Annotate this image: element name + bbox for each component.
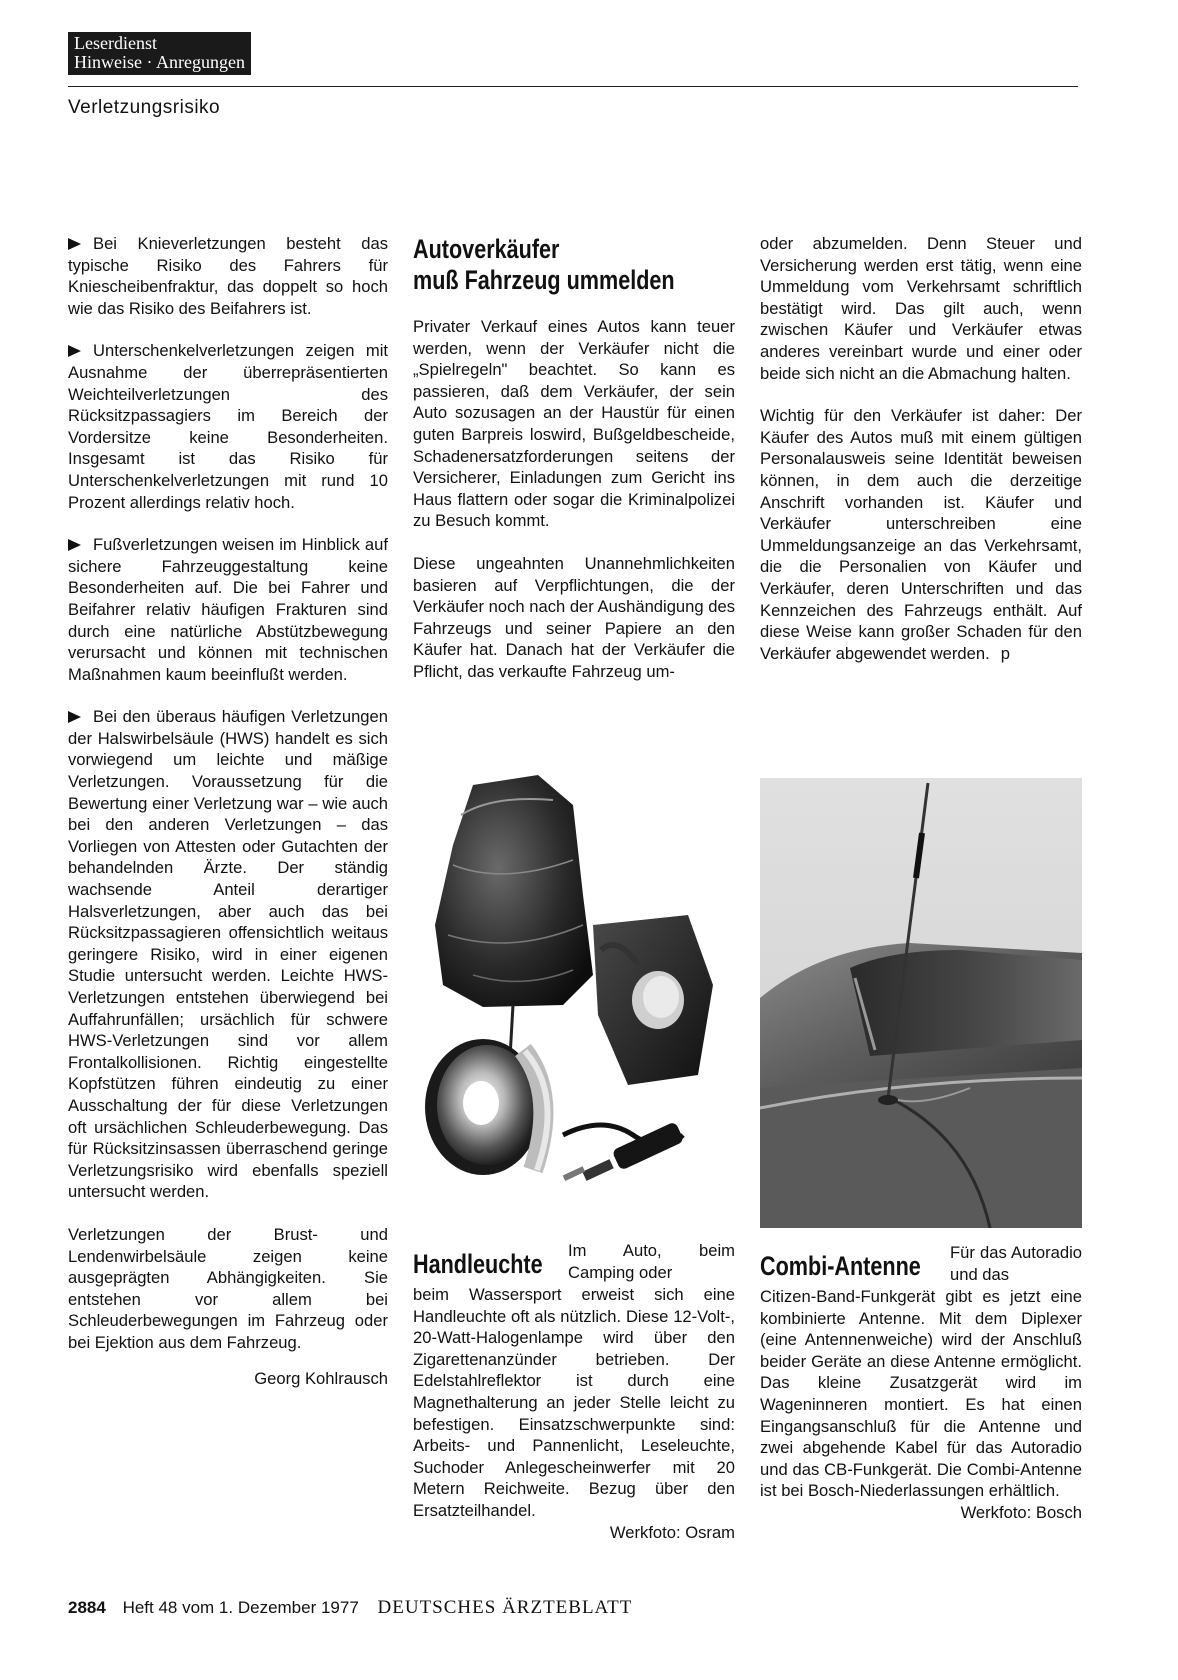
masthead — [68, 32, 251, 75]
masthead-line-2: Hinweise · Anregungen — [74, 52, 245, 72]
caption-intro: Im Auto, beim Camping oder — [568, 1241, 735, 1282]
paragraph-text: Bei den überaus häufigen Verletzungen der Halswirbelsäule (HWS) handelt es sich vorwiegend um leichte und mäßige Verletzungen. Voraussetzung für die Bewertung einer Verletzung war – wie auch bei den anderen Verletzungen – das Vorliegen von Attesten oder Gutachten der behandelnden Ärzte. Der ständig wachsende Anteil derartiger Halsverletzungen, aber auch das bei Rücksitzpassagieren offensichtlich weitaus geringere Risiko, wird in einer eigenen Studie untersucht werden. Leichte HWS-Verletzungen entstehen überwiegend bei Auffahrunfällen; ursächlich für schwere HWS-Verletzungen sind vor allem Frontalkollisionen. Richtig eingestellte Kopfstützen führen eindeutig zu einer Ausschaltung der für diese Verletzungen oft ursächlichen Schleuderbewegung. Das für Rücksitzinsassen überraschend geringe Verletzungsrisiko wird ebenfalls speziell untersucht werden. — [68, 707, 388, 1202]
column-2 — [413, 234, 735, 704]
caption-credit-row — [760, 1502, 1082, 1524]
paragraph-lower-leg — [68, 340, 388, 513]
caption-intro: Für das Autoradio und das — [950, 1243, 1082, 1284]
paragraph-spine: Verletzungen der Brust- und Lendenwirbelsäule zeigen keine ausgeprägten Abhängigkeiten. Sie entstehen vor allem bei Schleuderbewegungen im Fahrzeug oder bei Ejektion aus dem Fahrzeug. — [68, 1224, 388, 1352]
caption-title: Combi-Antenne — [760, 1251, 921, 1281]
paragraph-text: Wichtig für den Verkäufer ist daher: Der Käufer des Autos muß mit einem gültigen Personalausweis seine Identität beweisen können, in dem auch die derzeitige Anschrift vorhanden ist. Käufer und Verkäufer unterschreiben eine Ummeldungsanzeige an das Verkehrsamt, die die Personalien von Käufer und Verkäufer, deren Unterschriften und das Kennzeichen des Fahrzeugs enthält. Auf diese Weise kann großer Schaden für den Verkäufer abgewendet werden. — [760, 406, 1082, 663]
article-paragraph-2: Diese ungeahnten Unannehmlichkeiten basieren auf Verpflichtungen, die der Verkäufer noch nach der Aushändigung des Fahrzeugs und seiner Papiere an den Käufer hat. Danach hat der Verkäufer die Pflicht, das verkaufte Fahrzeug um- — [413, 553, 735, 681]
page-footer — [68, 1597, 632, 1619]
photo-combi-antenne — [760, 778, 1082, 1228]
bullet-arrow-icon — [68, 238, 81, 250]
column-1 — [68, 233, 388, 1389]
paragraph-text: Unterschenkelverletzungen zeigen mit Ausnahme der überrepräsentierten Weichteilverletzungen des Rücksitzpassagiers im Bereich der Vordersitze keine Besonderheiten. Insgesamt ist das Risiko für Unterschenkelverletzungen mit rund 10 Prozent allerdings relativ hoch. — [68, 341, 388, 512]
paragraph-knee — [68, 233, 388, 319]
caption-title: Handleuchte — [413, 1249, 543, 1279]
section-title: Verletzungsrisiko — [68, 97, 221, 118]
caption-credit-row — [413, 1522, 735, 1544]
photo-credit: Werkfoto: Bosch — [960, 1502, 1082, 1522]
caption-handleuchte — [413, 1240, 735, 1543]
paragraph-cervical — [68, 706, 388, 1203]
caption-combi-antenne — [760, 1242, 1082, 1524]
headline-line-2: muß Fahrzeug ummelden — [413, 265, 675, 295]
article-paragraph-1: Privater Verkauf eines Autos kann teuer werden, wenn der Verkäufer nicht die „Spielregeln" beachtet. So kann es passieren, daß dem Verkäufer, der sein Auto sozusagen an der Haustür für einen guten Barpreis loswird, Bußgeldbescheide, Schadenersatzforderungen seitens der Versicherer, Einladungen zum Gericht ins Haus flattern oder sogar die Kriminalpolizei zu Besuch kommt. — [413, 317, 735, 531]
caption-text: beim Wassersport erweist sich eine Handleuchte oft als nützlich. Diese 12-Volt-, 20-Watt-Halogenlampe wird über den Zigarettenanzünder betrieben. Der Edelstahlreflektor ist durch eine Magnethalterung an jeder Stelle leicht zu befestigen. Einsatzschwerpunkte sind: Arbeits- und Pannenlicht, Leseleuchte, Suchoder Anlegescheinwerfer mit 20 Metern Reichweite. Bezug über den Ersatzteilhandel. — [413, 1285, 735, 1520]
headline-line-1: Autoverkäufer — [413, 234, 560, 264]
magazine-name: DEUTSCHES ÄRZTEBLATT — [377, 1597, 633, 1618]
masthead-line-1: Leserdienst — [74, 33, 157, 53]
author: Georg Kohlrausch — [254, 1368, 388, 1388]
paragraph-text: Bei Knieverletzungen besteht das typische Risiko des Fahrers für Kniescheibenfraktur, das doppelt so hoch wie das Risiko des Beifahrers ist. — [68, 234, 388, 318]
caption-text: Citizen-Band-Funkgerät gibt es jetzt eine kombinierte Antenne. Mit dem Diplexer (eine Antennenweiche) wird der Anschluß beider Geräte an diese Antenne ermöglicht. Das kleine Zusatzgerät wird im Wageninneren montiert. Es hat einen Eingangsanschluß für die Antenne und zwei abgehende Kabel für das Autoradio und das CB-Funkgerät. Die Combi-Antenne ist bei Bosch-Niederlassungen erhältlich. — [760, 1287, 1082, 1501]
page-number: 2884 — [68, 1598, 106, 1617]
issue-info: Heft 48 vom 1. Dezember 1977 — [122, 1598, 359, 1617]
article-paragraph-3: oder abzumelden. Denn Steuer und Versicherung werden erst tätig, wenn eine Ummeldung vom Verkehrsamt schriftlich bestätigt wird. Das gilt auch, wenn zwischen Käufer und Verkäufer etwas anderes vereinbart wurde und einer oder beide sich nicht an die Abmachung halten. — [760, 234, 1082, 383]
photo-handleuchte — [413, 775, 735, 1215]
article-signoff: p — [1000, 644, 1010, 664]
paragraph-text: Fußverletzungen weisen im Hinblick auf sichere Fahrzeuggestaltung keine Besonderheiten auf. Die bei Fahrer und Beifahrer relativ häufigen Frakturen sind durch eine natürliche Abstützbewegung verursacht und können mit technischen Maßnahmen kaum beeinflußt werden. — [68, 535, 388, 684]
handlamp-illustration — [413, 775, 735, 1215]
article-paragraph-4 — [760, 405, 1082, 664]
bullet-arrow-icon — [68, 345, 81, 357]
article-headline — [413, 234, 675, 296]
bullet-arrow-icon — [68, 711, 81, 723]
header-rule — [68, 86, 1078, 87]
paragraph-foot — [68, 534, 388, 685]
photo-credit: Werkfoto: Osram — [609, 1522, 735, 1542]
car-antenna-illustration — [760, 778, 1082, 1228]
column-3 — [760, 233, 1082, 665]
bullet-arrow-icon — [68, 539, 81, 551]
